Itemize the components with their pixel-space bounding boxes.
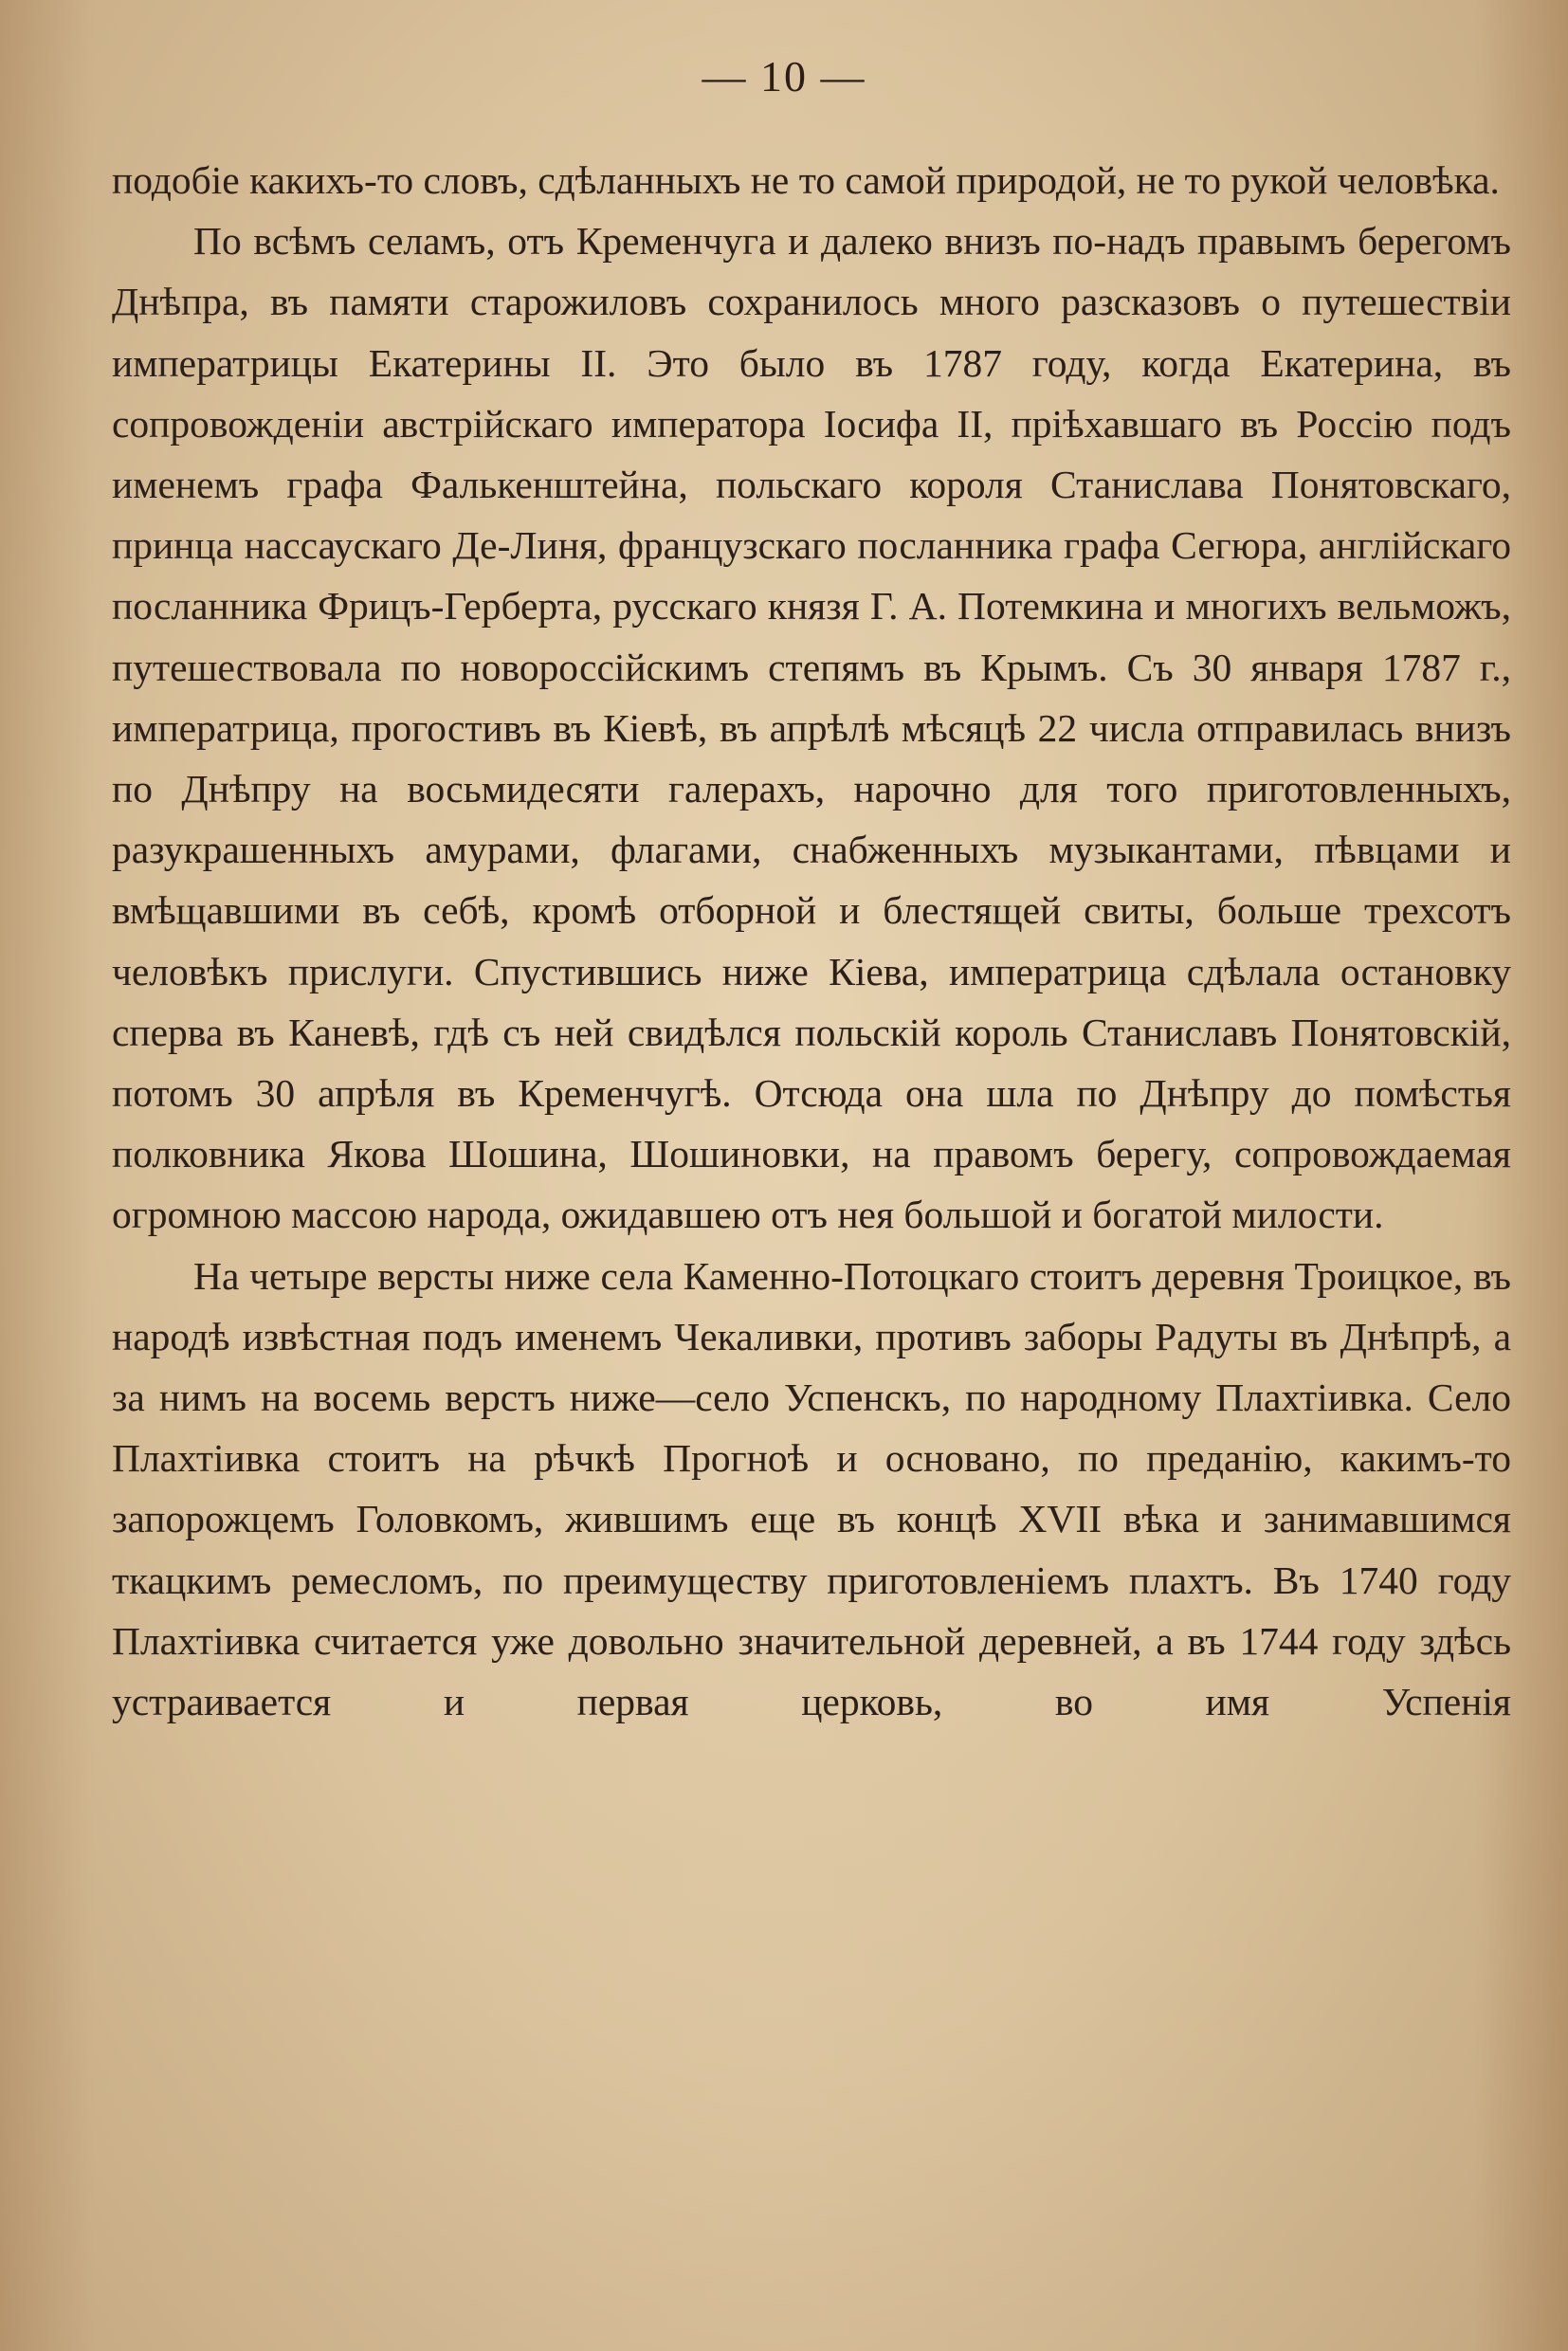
- paragraph-catherine-journey: По всѣмъ селамъ, отъ Кременчуга и далеко внизъ по-надъ правымъ берегомъ Днѣпра, въ памяти старожиловъ сохранилось много разсказовъ о путешествіи императрицы Екатерины II. Это было въ 1787 году, когда Екатерина, въ сопровожденіи австрійскаго императора Іосифа II, пріѣхавшаго въ Россію подъ именемъ графа Фалькенштейна, польскаго короля Станислава Понятовскаго, принца нассаускаго Де-Линя, французскаго посланника графа Сегюра, англійскаго посланника Фрицъ-Герберта, русскаго князя Г. А. Потемкина и многихъ вельможъ, путешествовала по новороссійскимъ степямъ въ Крымъ. Съ 30 января 1787 г., императрица, прогостивъ въ Кіевѣ, въ апрѣлѣ мѣсяцѣ 22 числа отправилась внизъ по Днѣпру на восьмидесяти галерахъ, нарочно для того приготовленныхъ, разукрашенныхъ амурами, флагами, снабженныхъ музыкантами, пѣвцами и вмѣщавшими въ себѣ, кромѣ отборной и блестящей свиты, больше трехсотъ человѣкъ прислуги. Спустившись ниже Кіева, императрица сдѣлала остановку сперва въ Каневѣ, гдѣ съ ней свидѣлся польскій король Станиславъ Понятовскій, потомъ 30 апрѣля въ Кременчугѣ. Отсюда она шла по Днѣпру до помѣстья полковника Якова Шошина, Шошиновки, на правомъ берегу, сопровождаемая огромною массою народа, ожидавшею отъ нея большой и богатой милости.: [112, 219, 1511, 1237]
- body-text: [112, 150, 1511, 1732]
- paragraph-plakhtiivka: На четыре версты ниже села Каменно-Потоцкаго стоитъ деревня Троицкое, въ народѣ извѣстная подъ именемъ Чекаливки, противъ заборы Радуты въ Днѣпрѣ, а за нимъ на восемь верстъ ниже—село Успенскъ, по народному Плахтіивка. Село Плахтіивка стоитъ на рѣчкѣ Прогноѣ и основано, по преданію, какимъ-то запорожцемъ Головкомъ, жившимъ еще въ концѣ XVII вѣка и занимавшимся ткацкимъ ремесломъ, по преимуществу приготовленіемъ плахтъ. Въ 1740 году Плахтіивка считается уже довольно значительной деревней, а въ 1744 году здѣсь устраивается и первая церковь, во имя Успенія: [112, 1253, 1511, 1724]
- paragraph-continued: подобіе какихъ-то словъ, сдѣланныхъ не то самой природой, не то рукой человѣка.: [112, 158, 1500, 202]
- page-number: — 10 —: [702, 52, 866, 100]
